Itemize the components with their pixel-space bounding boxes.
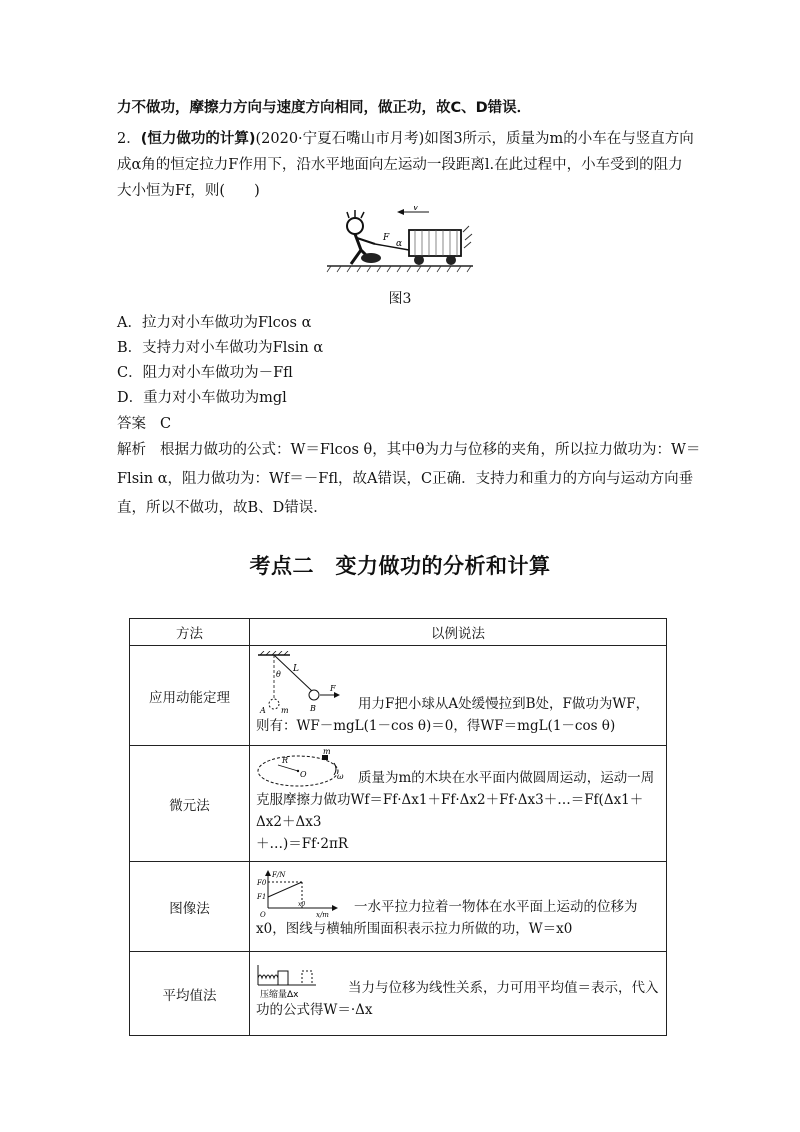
graph-x0: x0 (298, 901, 306, 908)
row-text-2: 功的公式得W＝·Δx (256, 1002, 373, 1018)
question-line-1 (117, 129, 694, 149)
method-name: 微元法 (130, 746, 250, 862)
figure-label-v: v (413, 206, 419, 213)
graph-f1: F1 (257, 893, 267, 901)
table-row (130, 646, 667, 746)
analysis-line-1 (117, 440, 700, 460)
analysis-line-3: 直，所以不做功，故B、D错误． (117, 500, 328, 516)
label-f: F (330, 684, 336, 693)
row-text-2: 则有：WF－mgL(1－cos θ)＝0，得WF＝mgL(1－cos θ) (256, 718, 616, 734)
row-text-1: 质量为m的木块在水平面内做圆周运动，运动一周 (358, 770, 655, 786)
label-r: R (282, 756, 289, 765)
header-example: 以例说法 (250, 619, 667, 646)
table-row (130, 862, 667, 952)
method-name: 平均值法 (130, 952, 250, 1036)
row-text-1: 当力与位移为线性关系，力可用平均值＝表示，代入 (348, 980, 659, 996)
method-description (250, 952, 667, 1036)
figure-label-f: F (383, 233, 390, 243)
method-description (250, 862, 667, 952)
row-text-1: 用力F把小球从A处缓慢拉到B处，F做功为WF， (358, 696, 650, 712)
label-m: m (323, 749, 331, 756)
label-o: O (300, 770, 307, 779)
analysis-text-1: 根据力做功的公式：W＝Flcos θ，其中θ为力与位移的夹角，所以拉力做功为：W＝ (160, 442, 701, 458)
question-source: (2020·宁夏石嘴山市月考) (255, 131, 425, 147)
table-header-row (130, 619, 667, 646)
figure-label-alpha: α (396, 239, 403, 249)
spring-caption: 压缩量Δx (260, 990, 299, 999)
method-description (250, 746, 667, 862)
graph-ylabel: F/N (272, 871, 286, 879)
label-b: B (310, 704, 316, 713)
continued-text-line: 力不做功，摩擦力方向与速度方向相同，做正功，故C、D错误． (117, 100, 532, 116)
answer-label: 答案 (117, 416, 146, 432)
figure-3-person-pulling-cart (325, 206, 475, 274)
graph-xlabel: x/m (316, 911, 329, 918)
label-l: L (293, 664, 299, 674)
circular-motion-diagram (256, 749, 346, 789)
question-line-2: 成α角的恒定拉力F作用下，沿水平地面向左运动一段距离l.在此过程中，小车受到的阻力 (117, 157, 683, 173)
question-line-3: 大小恒为Ff，则( ) (117, 183, 260, 199)
methods-table (129, 618, 667, 1036)
analysis-line-2: Flsin α，阻力做功为：Wf＝－Ffl，故A错误，C正确．支持力和重力的方向与运动方向垂 (117, 471, 694, 487)
header-method: 方法 (130, 619, 250, 646)
graph-f0: F0 (257, 879, 267, 887)
section-title: 考点二 变力做功的分析和计算 (249, 554, 551, 578)
table-row (130, 746, 667, 862)
figure-caption: 图3 (388, 291, 412, 307)
row-text-2: x0，图线与横轴所围面积表示拉力所做的功，W＝x0 (256, 921, 573, 937)
label-omega: ω (337, 772, 344, 781)
answer-value: C (160, 416, 172, 432)
option-d: D．重力对小车做功为mgl (117, 390, 287, 406)
graph-origin: O (260, 911, 266, 918)
pendulum-diagram (256, 651, 346, 715)
option-b: B．支持力对小车做功为Flsin α (117, 340, 324, 356)
row-text-1: 一水平拉力拉着一物体在水平面上运动的位移为 (354, 899, 638, 915)
table-row (130, 952, 667, 1036)
spring-compression-diagram (256, 963, 336, 999)
method-name: 图像法 (130, 862, 250, 952)
option-c: C．阻力对小车做功为－Ffl (117, 365, 293, 381)
row-text-2: 克服摩擦力做功Wf＝Ff·Δx1＋Ff·Δx2＋Ff·Δx3＋…＝Ff(Δx1＋Δx2＋Δx3 (256, 792, 644, 830)
force-displacement-graph (256, 870, 342, 918)
question-number: 2． (117, 131, 141, 147)
label-m: m (281, 706, 289, 715)
option-a: A．拉力对小车做功为Flcos α (117, 315, 312, 331)
label-theta: θ (276, 670, 281, 679)
label-a: A (260, 706, 266, 715)
question-text-1: 如图3所示，质量为m的小车在与竖直方向 (424, 131, 694, 147)
question-topic: (恒力做功的计算) (140, 131, 256, 147)
method-name: 应用动能定理 (130, 646, 250, 746)
analysis-label: 解析 (117, 442, 146, 458)
answer-line (117, 414, 171, 434)
row-text-3: ＋…)＝Ff·2πR (256, 836, 349, 852)
method-description (250, 646, 667, 746)
